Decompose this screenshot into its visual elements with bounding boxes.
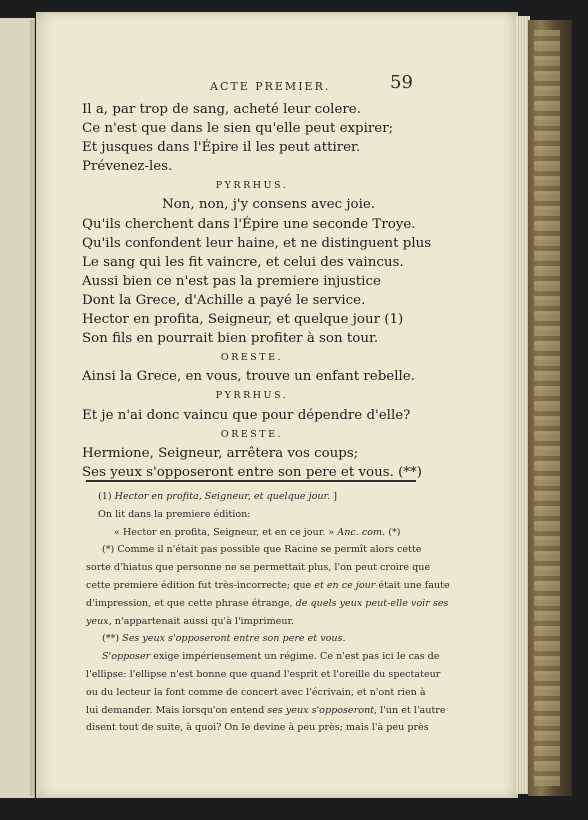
- footnote-text: était une faute: [375, 579, 450, 591]
- footnote-line: [86, 648, 440, 666]
- footnote-text: , l'un et l'autre: [374, 704, 446, 716]
- footnote-rule: [86, 480, 416, 482]
- verse-line: Hector en profita, Seigneur, et quelque jour (1): [82, 312, 404, 328]
- footnote-text: sorte d'hiatus que personne ne se permettait plus, l'on peut croire que: [86, 562, 431, 574]
- footnote-line: [86, 702, 446, 720]
- footnote-text: (1): [98, 491, 115, 502]
- verse-line: Prévenez-les.: [82, 159, 173, 175]
- footnote-italic: de quels yeux peut-elle voir ses: [295, 597, 449, 609]
- verse-line: Ses yeux s'opposeront entre son pere et vous. (**): [82, 464, 422, 480]
- verse-line: Le sang qui les fit vaincre, et celui des vaincus.: [82, 254, 404, 270]
- footnote-italic: ses yeux s'opposeront: [267, 704, 374, 716]
- footnote-line: [86, 684, 426, 702]
- speaker-name: PYRRHUS.: [215, 390, 289, 402]
- footnote-line: [86, 666, 441, 684]
- speaker-name: PYRRHUS.: [215, 180, 289, 192]
- footnote-text: (**): [102, 633, 123, 645]
- cover-pattern: [534, 30, 560, 786]
- footnote-line: [86, 506, 426, 524]
- footnote-text: On lit dans la premiere édition:: [98, 508, 251, 520]
- verse-line: Non, non, j'y consens avec joie.: [162, 197, 376, 213]
- verse-line: Et je n'ai donc vaincu que pour dépendre d'elle?: [82, 407, 411, 423]
- footnotes: [86, 488, 450, 737]
- footnote-line: [86, 577, 450, 595]
- footnote-line: [86, 559, 431, 577]
- verse-line: Son fils en pourrait bien profiter à son tour.: [82, 331, 379, 347]
- footnote-line: [86, 719, 429, 737]
- footnote-italic: S'opposer: [102, 651, 151, 663]
- running-title: ACTE PREMIER.: [210, 80, 331, 93]
- verse-line: Et jusques dans l'Épire il les peut attirer.: [82, 140, 361, 156]
- speaker-name: ORESTE.: [220, 428, 284, 440]
- footnote-italic: yeux: [86, 615, 109, 627]
- footnote-line: [86, 541, 426, 559]
- footnote-text: ou du lecteur la font comme de concert avec l'écrivain, et n'ont rien à: [86, 686, 426, 698]
- verse-block: [82, 100, 502, 482]
- footnote-italic: Hector en profita, Seigneur, et quelque jour.: [114, 491, 331, 502]
- footnote-text: lui demander. Mais lorsqu'on entend: [86, 704, 268, 716]
- footnote-text: exige impérieusement un régime. Ce n'est pas ici le cas de: [150, 651, 440, 663]
- page-number: 59: [390, 72, 413, 93]
- verse-line: Qu'ils confondent leur haine, et ne distinguent plus: [82, 235, 432, 251]
- footnote-italic: Ses yeux s'opposeront entre son pere et vous.: [122, 633, 346, 645]
- footnote-text: cette premiere édition fut très-incorrecte; que: [86, 579, 315, 591]
- verse-line: Qu'ils cherchent dans l'Épire une seconde Troye.: [82, 216, 416, 232]
- verse-line: Il a, par trop de sang, acheté leur colere.: [82, 102, 361, 117]
- footnote-text: , n'appartenait aussi qu'à l'imprimeur.: [108, 615, 295, 627]
- speaker-name: ORESTE.: [220, 352, 284, 364]
- verse-line: Dont la Grece, d'Achille a payé le service.: [82, 292, 366, 308]
- footnote-line: [86, 488, 426, 506]
- footnote-text: d'impression, et que cette phrase étrange,: [86, 597, 296, 609]
- footnote-line: [86, 595, 449, 613]
- footnote-text: (*): [385, 526, 401, 538]
- footnote-text: (*) Comme il n'était pas possible que Racine se permît alors cette: [102, 544, 422, 556]
- verse-line: Ce n'est que dans le sien qu'elle peut expirer;: [82, 121, 394, 137]
- footnote-italic: et en ce jour: [314, 579, 376, 591]
- verse-line: Ainsi la Grece, en vous, trouve un enfant rebelle.: [82, 369, 415, 385]
- footnote-line: [86, 630, 426, 648]
- footnote-italic: Anc. com.: [337, 526, 386, 538]
- footnote-line: [86, 613, 426, 631]
- verse-line: Aussi bien ce n'est pas la premiere injustice: [82, 273, 381, 289]
- verse-line: Hermione, Seigneur, arrêtera vos coups;: [82, 445, 359, 461]
- footnote-text: « Hector en profita, Seigneur, et en ce jour. »: [114, 526, 338, 538]
- footnote-text: ]: [330, 491, 337, 502]
- footnote-text: disent tout de suite, à quoi? On le devine à peu près; mais l'à peu près: [86, 722, 429, 734]
- footnote-line: [86, 524, 426, 542]
- footnote-text: l'ellipse: l'ellipse n'est bonne que quand l'esprit et l'oreille du spectateur: [86, 668, 441, 680]
